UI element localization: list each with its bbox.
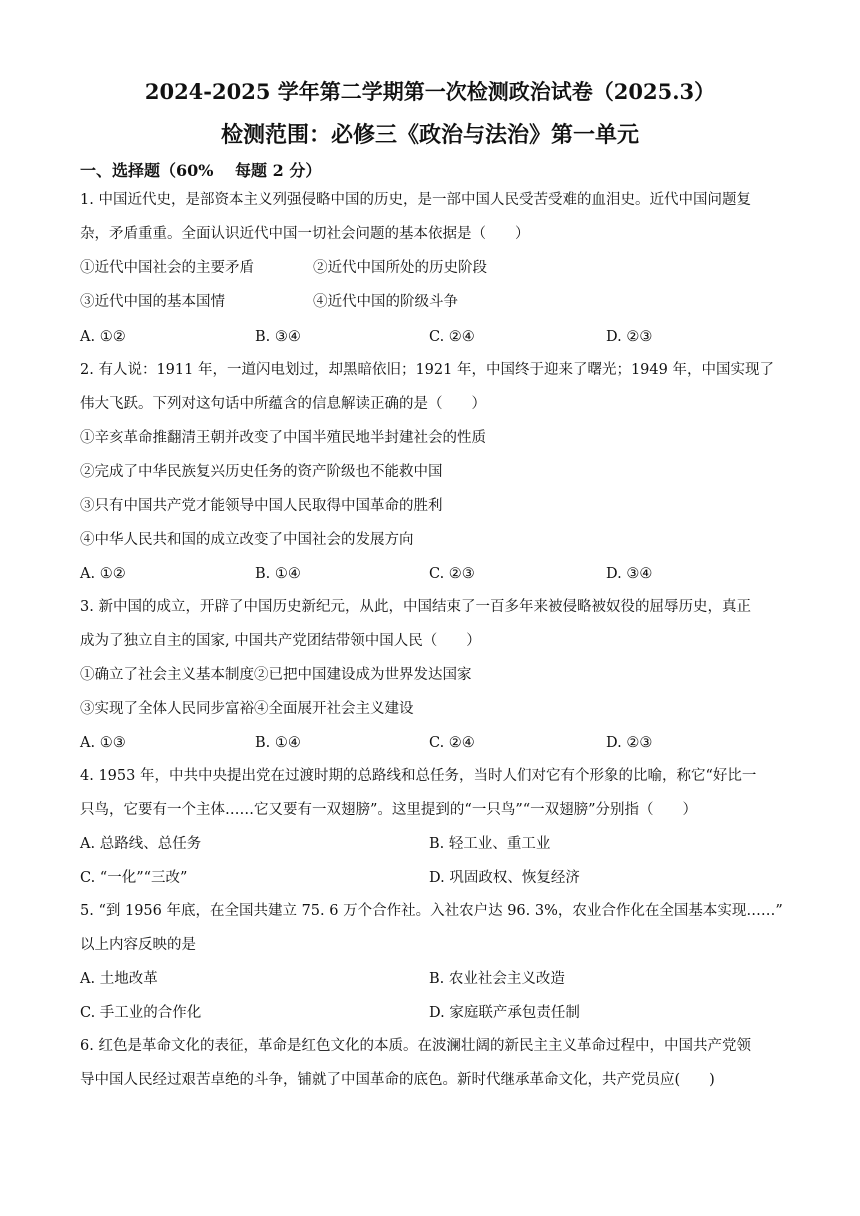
- question-2-item-2: ②完成了中华民族复兴历史任务的资产阶级也不能救中国: [80, 464, 443, 480]
- question-2-item-3: ③只有中国共产党才能领导中国人民取得中国革命的胜利: [80, 498, 443, 514]
- question-5-choice-d: D. 家庭联产承包责任制: [429, 1005, 580, 1021]
- question-3-stem-line-1: 3. 新中国的成立，开辟了中国历史新纪元，从此，中国结束了一百多年来被侵略被奴役的屈辱历史，真正: [80, 599, 751, 615]
- question-6-stem-line-1: 6. 红色是革命文化的表征，革命是红色文化的本质。在波澜壮阔的新民主主义革命过程中，中国共产党领: [80, 1038, 751, 1054]
- question-1-item-2: ②近代中国所处的历史阶段: [313, 260, 487, 276]
- question-2-choice-b: B. ①④: [255, 566, 301, 582]
- question-4-choice-d: D. 巩固政权、恢复经济: [429, 870, 580, 886]
- question-1-choice-c: C. ②④: [429, 329, 475, 345]
- question-2-stem-line-1: 2. 有人说：1911 年，一道闪电划过，却黑暗依旧；1921 年，中国终于迎来了曙光；1949 年，中国实现了: [80, 362, 774, 378]
- question-5-stem-line-2: 以上内容反映的是: [80, 937, 196, 953]
- question-3-choice-d: D. ②③: [606, 735, 653, 751]
- question-2-choice-c: C. ②③: [429, 566, 475, 582]
- question-4-choice-b: B. 轻工业、重工业: [429, 836, 551, 852]
- question-1-choice-a: A. ①②: [80, 329, 126, 345]
- question-3-item-1: ①确立了社会主义基本制度②已把中国建设成为世界发达国家: [80, 667, 472, 683]
- question-2-stem-line-2: 伟大飞跃。下列对这句话中所蕴含的信息解读正确的是（ ）: [80, 396, 486, 412]
- page-subtitle: 检测范围：必修三《政治与法治》第一单元: [220, 122, 639, 148]
- question-3-choice-c: C. ②④: [429, 735, 475, 751]
- question-3-choice-b: B. ①④: [255, 735, 301, 751]
- question-4-stem-line-2: 只鸟，它要有一个主体……它又要有一双翅膀”。这里提到的“一只鸟”“一双翅膀”分别指（ ）: [80, 802, 698, 818]
- question-2-choice-a: A. ①②: [80, 566, 126, 582]
- question-2-choice-d: D. ③④: [606, 566, 653, 582]
- question-1-stem-line-2: 杂，矛盾重重。全面认识近代中国一切社会问题的基本依据是（ ）: [80, 226, 530, 242]
- page-title: 2024-2025 学年第二学期第一次检测政治试卷（2025.3）: [144, 79, 716, 104]
- question-1-choice-d: D. ②③: [606, 329, 653, 345]
- question-1-choice-b: B. ③④: [255, 329, 301, 345]
- question-4-choice-a: A. 总路线、总任务: [80, 836, 202, 852]
- question-4-stem-line-1: 4. 1953 年，中共中央提出党在过渡时期的总路线和总任务，当时人们对它有个形象的比喻，称它“好比一: [80, 768, 757, 784]
- question-3-stem-line-2: 成为了独立自主的国家, 中国共产党团结带领中国人民（ ）: [80, 633, 481, 649]
- question-1-item-1: ①近代中国社会的主要矛盾: [80, 260, 254, 276]
- question-2-item-4: ④中华人民共和国的成立改变了中国社会的发展方向: [80, 532, 414, 548]
- question-6-stem-line-2: 导中国人民经过艰苦卓绝的斗争，铺就了中国革命的底色。新时代继承革命文化，共产党员应( ): [80, 1072, 715, 1088]
- question-5-choice-a: A. 土地改革: [80, 971, 158, 987]
- question-1-stem-line-1: 1. 中国近代史，是部资本主义列强侵略中国的历史，是一部中国人民受苦受难的血泪史。近代中国问题复: [80, 192, 751, 208]
- question-3-item-2: ③实现了全体人民同步富裕④全面展开社会主义建设: [80, 701, 414, 717]
- question-1-item-4: ④近代中国的阶级斗争: [313, 294, 458, 310]
- question-1-item-3: ③近代中国的基本国情: [80, 294, 225, 310]
- question-3-choice-a: A. ①③: [80, 735, 126, 751]
- question-5-choice-c: C. 手工业的合作化: [80, 1005, 202, 1021]
- question-5-stem-line-1: 5. “到 1956 年底，在全国共建立 75. 6 万个合作社。入社农户达 96. 3%，农业合作化在全国基本实现……”: [80, 903, 783, 919]
- question-5-choice-b: B. 农业社会主义改造: [429, 971, 565, 987]
- section-heading: 一、选择题（60% 每题 2 分）: [80, 161, 322, 180]
- question-4-choice-c: C. “一化”“三改”: [80, 870, 188, 886]
- question-2-item-1: ①辛亥革命推翻清王朝并改变了中国半殖民地半封建社会的性质: [80, 430, 486, 446]
